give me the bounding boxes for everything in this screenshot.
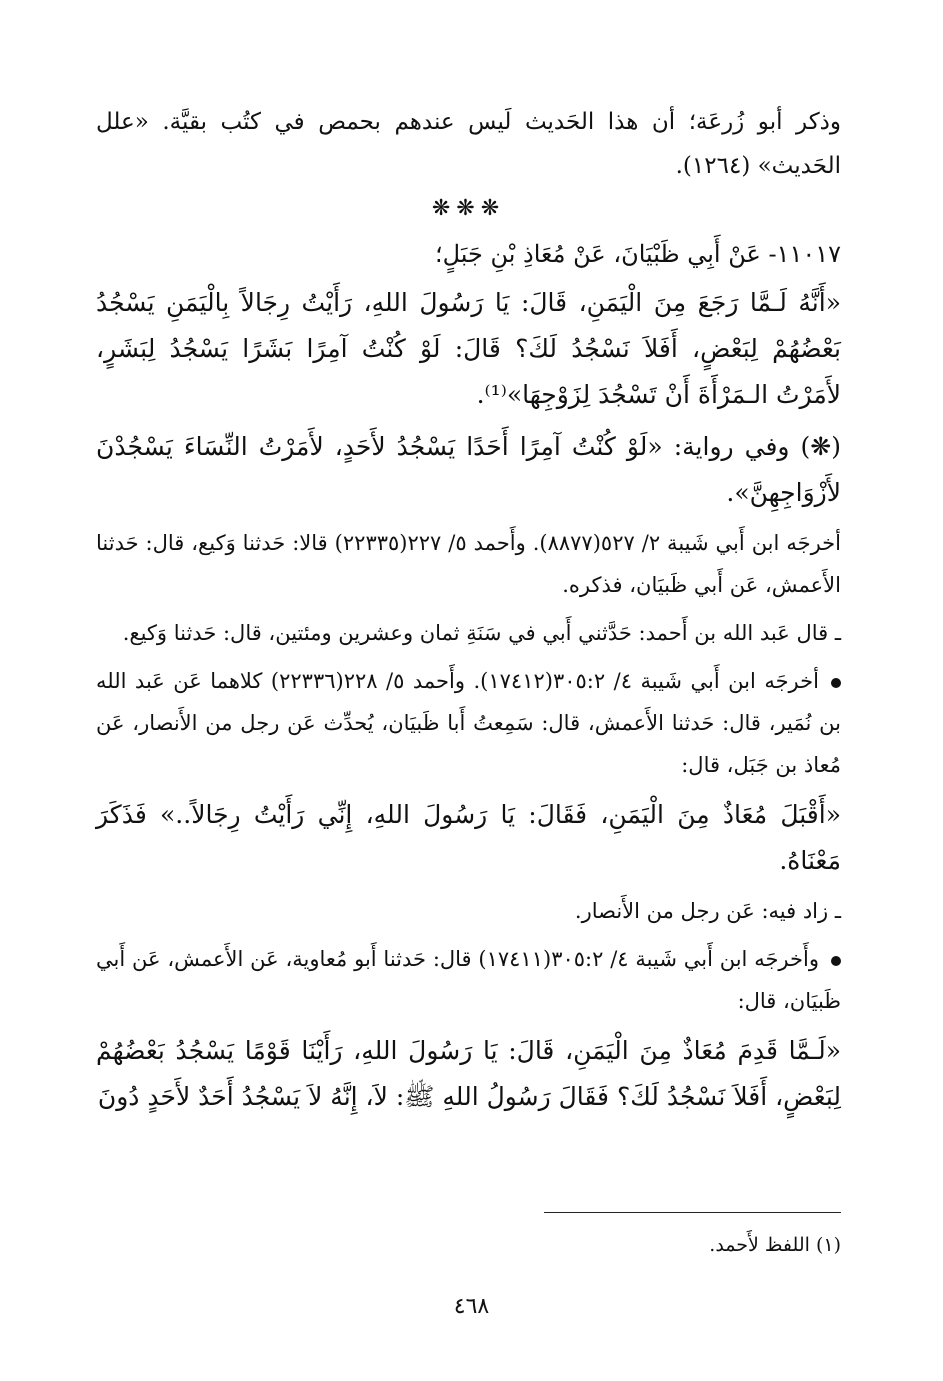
takhrij-paragraph-4: [96, 938, 841, 1022]
takhrij-4-text: وأَخرجَه ابن أَبي شَيبة ٤/ ٣٠٥:٢(١٧٤١١) قال: حَدثنا أَبو مُعاوية، عَن الأَعمش، عَن أَبي ظَبيَان، قال:: [96, 947, 841, 1013]
takhrij-3-text: أخرجَه ابن أَبي شَيبة ٤/ ٣٠٥:٢(١٧٤١٢). وأَحمد ٥/ ٢٢٨(٢٢٣٣٦) كلاهما عَن عَبد الله بن نُمَير، قال: حَدثنا الأَعمش، قال: سَمِعتُ أَبا ظَبيَان، يُحدِّث عَن رجل من الأَنصار، عَن مُعاذ بن جَبَل، قال:: [96, 669, 841, 777]
hadith-text-3: «لَـمَّا قَدِمَ مُعَاذٌ مِنَ الْيَمَنِ، قَالَ: يَا رَسُولَ اللهِ، رَأَيْنَا قَوْمًا يَسْجُدُ بَعْضُهُمْ لِبَعْضٍ، أَفَلاَ نَسْجُدُ لَكَ؟ فَقَالَ رَسُولُ اللهِ ﷺ: لاَ، إِنَّهُ لاَ يَسْجُدُ أَحَدٌ لأَحَدٍ دُونَ: [96, 1036, 841, 1111]
riwaya-paragraph: (❋) وفي رواية: «لَوْ كُنْتُ آمِرًا أَحَدًا يَسْجُدُ لأَحَدٍ، لأَمَرْتُ النِّسَاءَ يَسْجُدْنَ لأَزْوَاجِهِنَّ».: [96, 432, 841, 507]
takhrij-paragraph-1: أخرجَه ابن أَبي شَيبة ٢/ ٥٢٧(٨٨٧٧). وأَحمد ٥/ ٢٢٧(٢٢٣٣٥) قالا: حَدثنا وَكيع، قال: حَدثنا الأَعمش، عَن أَبي ظَبيَان، فذكره.: [96, 531, 841, 597]
hadith-chain: عَنْ أَبِي ظَبْيَانَ، عَنْ مُعَاذِ بْنِ جَبَلٍ؛: [434, 240, 761, 268]
bullet-icon: [831, 678, 841, 688]
hadith-heading: [96, 232, 841, 276]
bullet-icon: [831, 956, 841, 966]
section-separator: ❋❋❋: [431, 196, 506, 221]
footnote-divider: [544, 1212, 841, 1213]
hadith-text: «أَنَّهُ لَـمَّا رَجَعَ مِنَ الْيَمَنِ، قَالَ: يَا رَسُولَ اللهِ، رَأَيْتُ رِجَالاً بِالْيَمَنِ يَسْجُدُ بَعْضُهُمْ لِبَعْضٍ، أَفَلاَ نَسْجُدُ لَكَ؟ قَالَ: لَوْ كُنْتُ آمِرًا بَشَرًا يَسْجُدُ لِبَشَرٍ، لأَمَرْتُ الـمَرْأَةَ أَنْ تَسْجُدَ لِزَوْجِهَا»⁽¹⁾.: [96, 288, 841, 409]
page-body: [96, 100, 841, 1126]
page-number: ٤٦٨: [453, 1294, 490, 1319]
takhrij-paragraph-2: ـ قال عَبد الله بن أَحمد: حَدَّثني أَبي في سَنَةِ ثمان وعشرين ومئتين، قال: حَدثنا وَكيع.: [122, 621, 841, 645]
footnote: (١) اللفظ لأَحمد.: [709, 1234, 841, 1256]
hadith-text-2: «أَقْبَلَ مُعَاذٌ مِنَ الْيَمَنِ، فَقَالَ: يَا رَسُولَ اللهِ، إِنِّي رَأَيْتُ رِجَالاً..» فَذَكَرَ مَعْنَاهُ.: [96, 800, 841, 875]
zad-paragraph: ـ زاد فيه: عَن رجل من الأَنصار.: [574, 899, 841, 923]
intro-paragraph: وذكر أبو زُرعَة؛ أن هذا الحَديث لَيس عندهم بحمص في كتُب بقيَّة. «علل الحَديث» (١٢٦٤).: [96, 109, 841, 179]
hadith-number: ١١٠١٧-: [768, 240, 841, 268]
takhrij-paragraph-3: [96, 660, 841, 786]
